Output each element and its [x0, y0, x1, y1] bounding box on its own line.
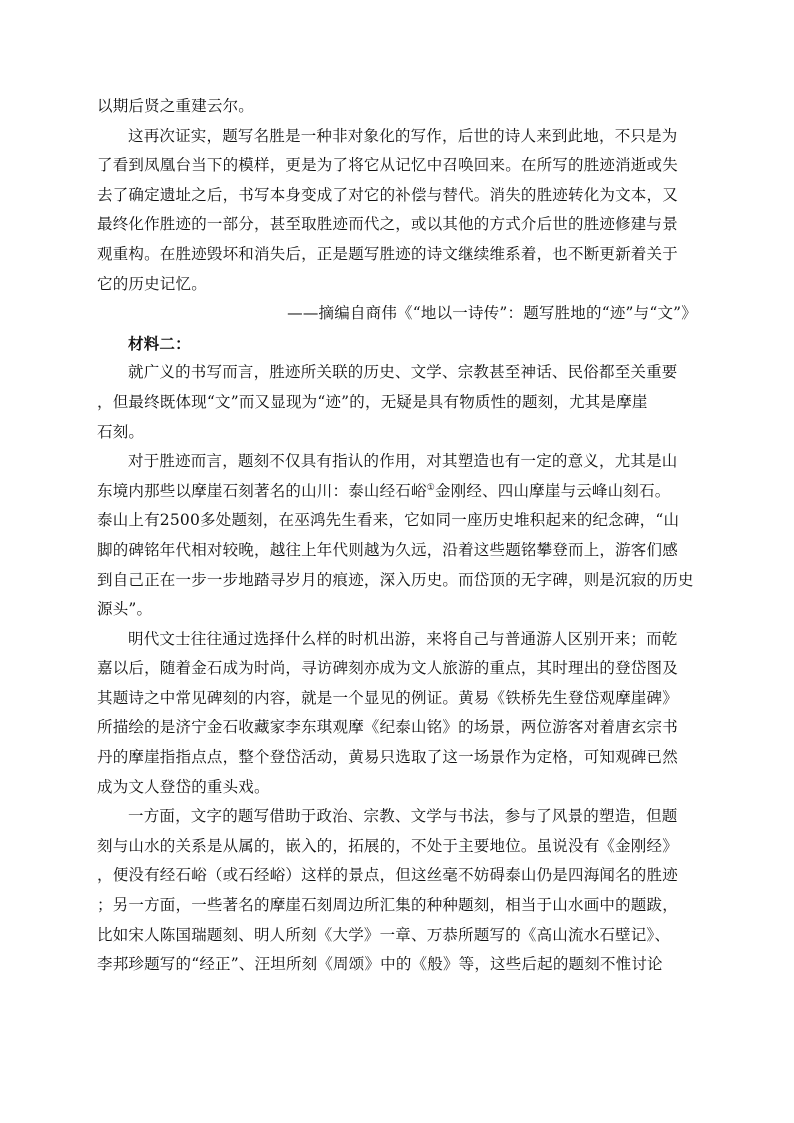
text-line [97, 477, 697, 507]
text-line: 对于胜迹而言，题刻不仅具有指认的作用，对其塑造也有一定的意义，尤其是山 [128, 452, 678, 471]
text-line: 源头”。 [97, 600, 153, 619]
text-line: 明代文士往往通过选择什么样的时机出游，来将自己与普通游人区别开来；而乾 [128, 629, 678, 648]
text-line: 其题诗之中常见碑刻的内容，就是一个显见的例证。黄易《铁桥先生登岱观摩崖碑》 [97, 688, 678, 707]
text-line: 比如宋人陈国瑞题刻、明人所刻《大学》一章、万恭所题写的《高山流水石壁记》、 [97, 925, 671, 944]
text-segment: 东境内那些以摩崖石刻著名的山川：泰山经石峪 [97, 481, 427, 500]
text-line: ；另一方面，一些著名的摩崖石刻周边所汇集的种种题刻，相当于山水画中的题跋， [97, 896, 678, 915]
text-line: 这再次证实，题写名胜是一种非对象化的写作，后世的诗人来到此地，不只是为 [128, 126, 678, 145]
text-line: 它的历史记忆。 [97, 274, 207, 293]
text-segment: 金刚经、四山摩崖与云峰山刻石。 [434, 481, 671, 500]
text-line: 了看到凤凰台当下的模样，更是为了将它从记忆中召唤回来。在所写的胜迹消逝或失 [97, 156, 678, 175]
text-line: ，但最终既体现“文”而又显现为“迹”的，无疑是具有物质性的题刻，尤其是摩崖 [97, 392, 648, 411]
text-line: 刻与山水的关系是从属的，嵌入的，拓展的，不处于主要地位。虽说没有《金刚经》 [97, 836, 678, 855]
footnote-marker: ① [426, 482, 435, 493]
text-line: 成为文人登岱的重头戏。 [97, 777, 270, 796]
text-line: 石刻。 [97, 422, 145, 441]
source-citation: ——摘编自商伟《“地以一诗传”：题写胜地的“迹”与“文”》 [287, 304, 697, 323]
text-line: ，便没有经石峪（或石经峪）这样的景点，但这丝毫不妨碍泰山仍是四海闻名的胜迹 [97, 866, 678, 885]
text-line: 观重构。在胜迹毁坏和消失后，正是题写胜迹的诗文继续维系着，也不断更新着关于 [97, 244, 678, 263]
text-line: 就广义的书写而言，胜迹所关联的历史、文学、宗教甚至神话、民俗都至关重要 [128, 363, 678, 382]
text-line: 所描绘的是济宁金石收藏家李东琪观摩《纪泰山铭》的场景，两位游客对着唐玄宗书 [97, 718, 678, 737]
text-line: 去了确定遗址之后，书写本身变成了对它的补偿与替代。消失的胜迹转化为文本，又 [97, 185, 678, 204]
text-line: 最终化作胜迹的一部分，甚至取胜迹而代之，或以其他的方式介后世的胜迹修建与景 [97, 215, 678, 234]
text-line: 一方面，文字的题写借助于政治、宗教、文学与书法，参与了风景的塑造，但题 [128, 807, 678, 826]
text-line: 到自己正在一步一步地踏寻岁月的痕迹，深入历史。而岱顶的无字碑，则是沉寂的历史 [97, 570, 694, 589]
document-page [97, 92, 697, 980]
text-line: 李邦珍题写的“经正”、汪坦所刻《周颂》中的《般》等，这些后起的题刻不惟讨论 [97, 955, 663, 974]
section-heading: 材料二： [128, 333, 191, 353]
text-line: 脚的碑铭年代相对较晚，越往上年代则越为久远，沿着这些题铭攀登而上，游客们感 [97, 540, 678, 559]
text-line: 以期后贤之重建云尔。 [97, 97, 255, 115]
text-line: 丹的摩崖指指点点，整个登岱活动，黄易只选取了这一场景作为定格，可知观碑已然 [97, 748, 678, 767]
text-line: 泰山上有2500多处题刻，在巫鸿先生看来，它如同一座历史堆积起来的纪念碑，“山 [97, 511, 680, 530]
text-line: 嘉以后，随着金石成为时尚，寻访碑刻亦成为文人旅游的重点，其时理出的登岱图及 [97, 659, 678, 678]
